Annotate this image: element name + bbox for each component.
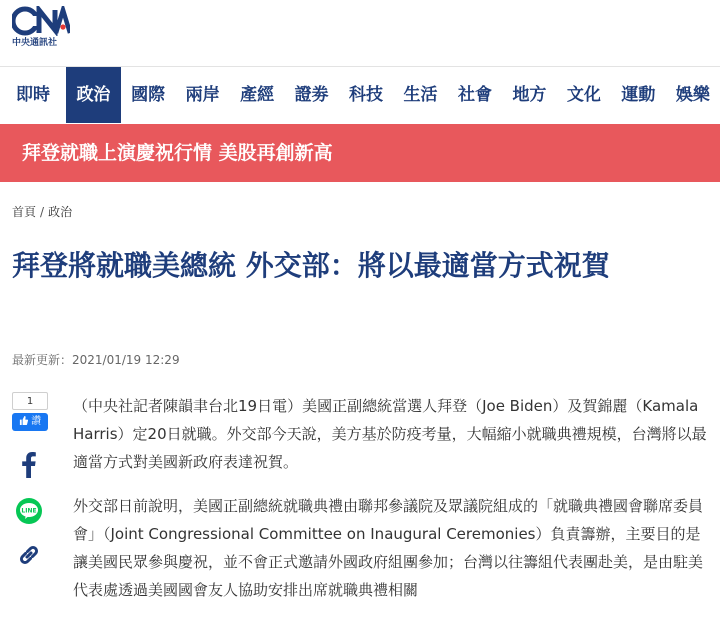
nav-item-0[interactable]: 即時 (15, 85, 50, 105)
breadcrumb (12, 203, 72, 220)
breadcrumb-section[interactable]: 政治 (48, 205, 73, 219)
facebook-share[interactable] (17, 452, 41, 482)
thumbs-up-icon (19, 416, 28, 425)
link-icon (16, 542, 42, 568)
breadcrumb-home[interactable]: 首頁 (12, 205, 37, 219)
nav-item-10[interactable]: 文化 (566, 85, 601, 105)
headline-banner[interactable] (0, 124, 720, 182)
nav-item-1[interactable]: 政治 (66, 67, 121, 123)
nav-item-2[interactable]: 國際 (131, 85, 166, 105)
nav-item-8[interactable]: 社會 (457, 85, 492, 105)
breadcrumb-separator: / (40, 205, 45, 219)
nav-item-4[interactable]: 產經 (240, 85, 275, 105)
logo-text: 中央通訊社 (12, 38, 58, 48)
facebook-icon (17, 452, 41, 478)
main-nav (0, 67, 720, 123)
like-label: 讚 (31, 416, 42, 427)
like-button[interactable] (12, 413, 48, 431)
update-time (12, 351, 180, 368)
nav-item-11[interactable]: 運動 (621, 85, 656, 105)
nav-item-5[interactable]: 證劵 (294, 85, 329, 105)
nav-item-7[interactable]: 生活 (403, 85, 438, 105)
nav-item-9[interactable]: 地方 (512, 85, 547, 105)
nav-item-3[interactable]: 兩岸 (185, 85, 220, 105)
updated-time: 2021/01/19 12:29 (72, 353, 180, 367)
line-share[interactable] (16, 498, 42, 528)
facebook-like-widget[interactable] (10, 392, 50, 432)
updated-label: 最新更新： (12, 353, 73, 367)
svg-text:LINE: LINE (21, 507, 37, 515)
nav-item-6[interactable]: 科技 (349, 85, 384, 105)
cna-logo[interactable] (12, 6, 70, 46)
nav-item-12[interactable]: 娛樂 (675, 85, 710, 105)
article-body (73, 392, 713, 620)
cna-logo-mark (12, 6, 70, 36)
line-icon (16, 498, 42, 524)
like-count: 1 (12, 392, 48, 410)
article-paragraph: （中央社記者陳韻聿台北19日電）美國正副總統當選人拜登（Joe Biden）及賀錦麗（Kamala Harris）定20日就職。外交部今天說，美方基於防疫考量，大幅縮小就職典禮規模，台灣將以最適當方式對美國新政府表達祝賀。 (73, 397, 707, 471)
article-title: 拜登將就職美總統 外交部：將以最適當方式祝賀 (12, 249, 610, 282)
share-bar (10, 392, 50, 515)
banner-text: 拜登就職上演慶祝行情 美股再創新高 (22, 142, 333, 164)
copy-link[interactable] (16, 542, 42, 572)
article-paragraph: 外交部日前說明，美國正副總統就職典禮由聯邦參議院及眾議院組成的「就職典禮國會聯席委員會」（Joint Congressional Committee on Inaugural Ceremonies）負責籌辦，主要目的是讓美國民眾參與慶祝，並不會正式邀請外國政府組團參加；台灣以往籌組代表團赴美，是由駐美代表處透過美國國會友人協助安排出席就職典禮相關 (73, 497, 704, 599)
